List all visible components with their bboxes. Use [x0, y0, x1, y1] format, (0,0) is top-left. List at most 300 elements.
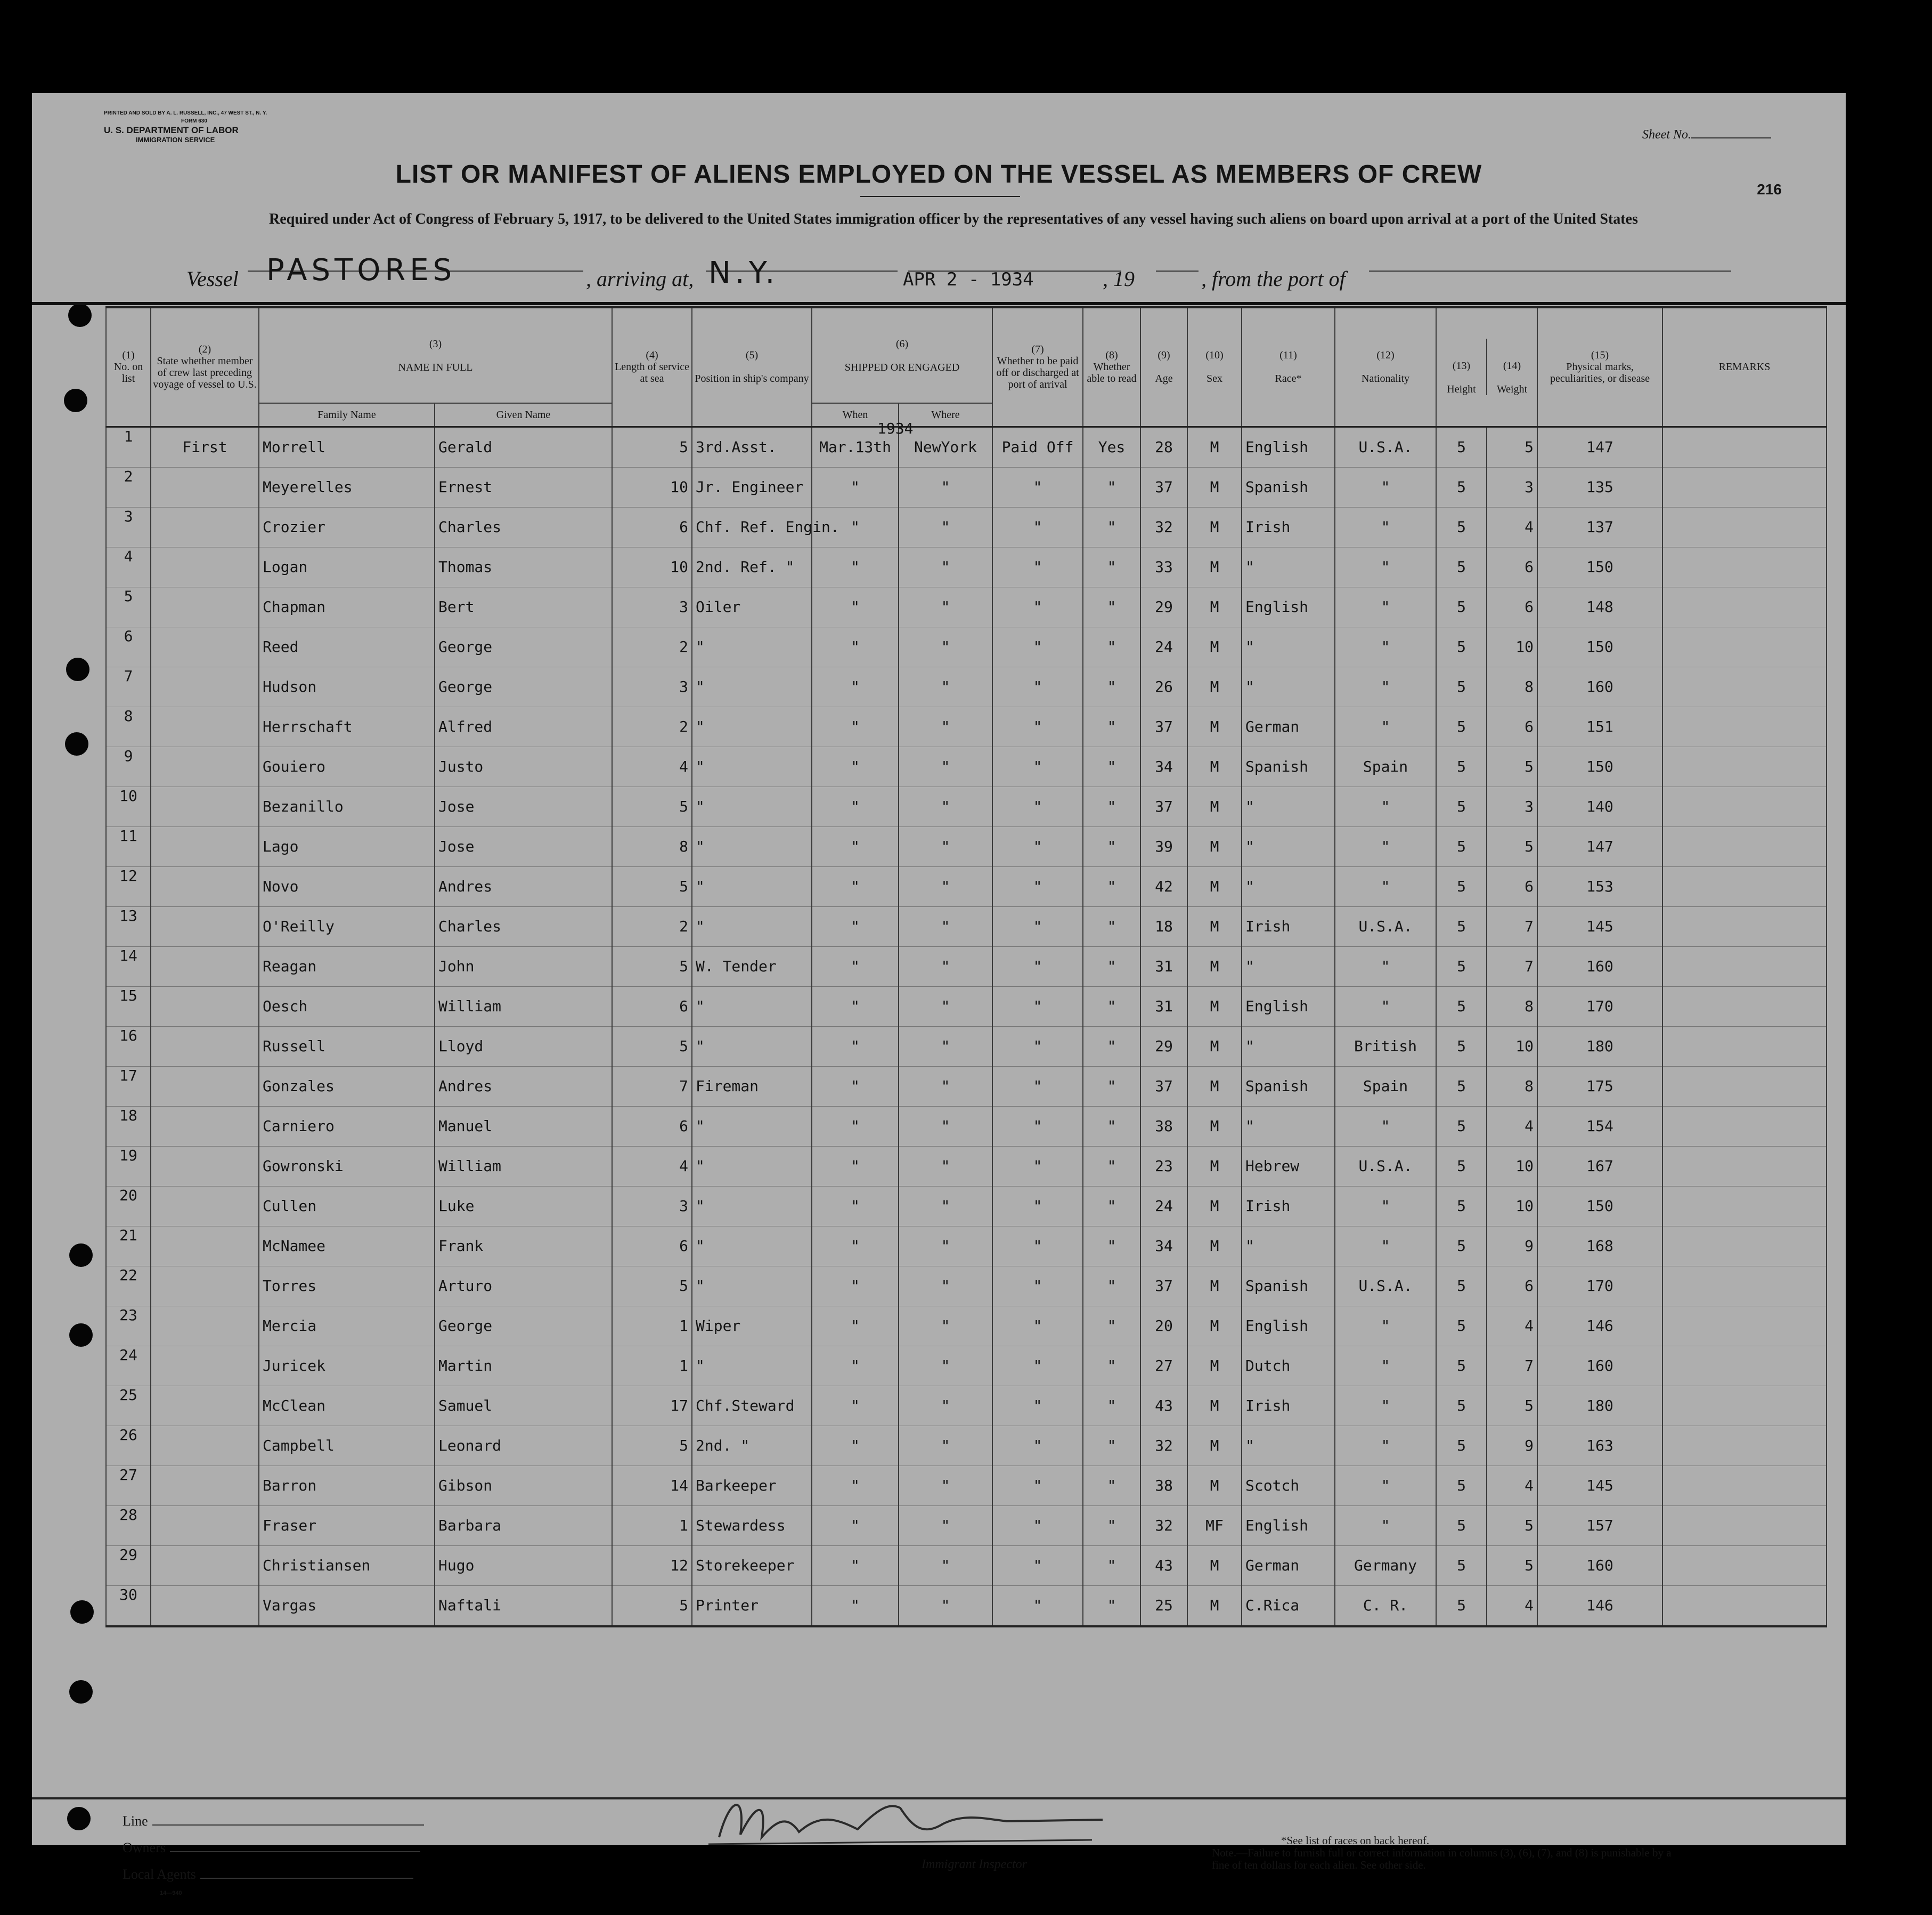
weight-cell: 150 — [1537, 747, 1662, 787]
weight-cell: 160 — [1537, 946, 1662, 986]
position-cell: " — [692, 986, 812, 1026]
age-cell: 32 — [1140, 507, 1187, 547]
given-name-cell: Alfred — [435, 707, 612, 747]
weight-cell: 140 — [1537, 787, 1662, 826]
race-cell: English — [1242, 427, 1335, 467]
col-header-service: (4) Length of service at sea — [612, 307, 692, 427]
able-to-read-cell: " — [1083, 1505, 1140, 1545]
state-cell — [151, 587, 259, 627]
no-cell: 30 — [106, 1585, 151, 1626]
physical-marks-cell — [1662, 747, 1827, 787]
height-feet-cell: 5 — [1436, 587, 1487, 627]
state-cell — [151, 986, 259, 1026]
weight-cell: 147 — [1537, 826, 1662, 866]
shipped-where-cell: " — [899, 986, 992, 1026]
position-cell: " — [692, 707, 812, 747]
height-inches-cell: 8 — [1487, 667, 1537, 707]
shipped-where-cell: " — [899, 787, 992, 826]
shipped-when-cell: " — [812, 826, 899, 866]
paid-off-cell: " — [992, 587, 1083, 627]
physical-marks-cell — [1662, 986, 1827, 1026]
binder-hole — [66, 658, 89, 681]
paid-off-cell: " — [992, 787, 1083, 826]
service-length-cell: 10 — [612, 467, 692, 507]
height-inches-cell: 10 — [1487, 1146, 1537, 1186]
age-cell: 34 — [1140, 1226, 1187, 1266]
no-cell: 24 — [106, 1346, 151, 1386]
shipped-when-cell: " — [812, 1106, 899, 1146]
age-cell: 38 — [1140, 1466, 1187, 1505]
age-cell: 38 — [1140, 1106, 1187, 1146]
manifest-sheet — [32, 93, 1846, 1896]
shipped-where-cell: " — [899, 467, 992, 507]
physical-marks-cell — [1662, 906, 1827, 946]
sex-cell: M — [1187, 1466, 1242, 1505]
height-inches-cell: 10 — [1487, 1026, 1537, 1066]
binder-hole — [69, 1680, 93, 1704]
from-port-line — [1369, 250, 1731, 272]
able-to-read-cell: " — [1083, 467, 1140, 507]
family-name-cell: Christiansen — [259, 1545, 435, 1585]
year-prefix: , 19 — [1103, 267, 1135, 291]
sex-cell: MF — [1187, 1505, 1242, 1545]
nationality-cell: " — [1335, 1226, 1436, 1266]
height-inches-cell: 6 — [1487, 707, 1537, 747]
form-code: 14—940 — [160, 1890, 182, 1896]
no-cell: 12 — [106, 866, 151, 906]
able-to-read-cell: " — [1083, 667, 1140, 707]
table-row — [106, 866, 1827, 906]
physical-marks-cell — [1662, 587, 1827, 627]
race-cell: English — [1242, 587, 1335, 627]
nationality-cell: " — [1335, 627, 1436, 667]
shipped-when-cell: Mar.13th — [812, 427, 899, 467]
height-inches-cell: 6 — [1487, 866, 1537, 906]
state-cell — [151, 826, 259, 866]
service-length-cell: 7 — [612, 1066, 692, 1106]
binder-hole — [67, 1807, 91, 1830]
sex-cell: M — [1187, 1106, 1242, 1146]
height-feet-cell: 5 — [1436, 1346, 1487, 1386]
race-cell: German — [1242, 707, 1335, 747]
age-cell: 18 — [1140, 906, 1187, 946]
race-cell: C.Rica — [1242, 1585, 1335, 1626]
height-feet-cell: 5 — [1436, 986, 1487, 1026]
service-length-cell: 8 — [612, 826, 692, 866]
age-cell: 37 — [1140, 707, 1187, 747]
position-cell: Barkeeper — [692, 1466, 812, 1505]
binder-hole — [69, 1243, 93, 1267]
race-cell: " — [1242, 1026, 1335, 1066]
table-row — [106, 1346, 1827, 1386]
col-header-nationality: (12) Nationality — [1335, 307, 1436, 427]
age-cell: 37 — [1140, 787, 1187, 826]
shipped-when-cell: " — [812, 787, 899, 826]
sex-cell: M — [1187, 1026, 1242, 1066]
footer-notes — [1212, 1835, 1691, 1871]
nationality-cell: " — [1335, 547, 1436, 587]
height-inches-cell: 4 — [1487, 1466, 1537, 1505]
able-to-read-cell: " — [1083, 587, 1140, 627]
family-name-cell: Mercia — [259, 1306, 435, 1346]
able-to-read-cell: " — [1083, 946, 1140, 986]
shipped-where-cell: " — [899, 1426, 992, 1466]
table-row — [106, 946, 1827, 986]
paid-off-cell: " — [992, 866, 1083, 906]
physical-marks-cell — [1662, 1266, 1827, 1306]
shipped-where-cell: " — [899, 587, 992, 627]
service-length-cell: 2 — [612, 906, 692, 946]
able-to-read-cell: " — [1083, 1346, 1140, 1386]
physical-marks-cell — [1662, 787, 1827, 826]
service-length-cell: 3 — [612, 587, 692, 627]
weight-cell: 145 — [1537, 906, 1662, 946]
state-cell — [151, 1545, 259, 1585]
race-cell: " — [1242, 667, 1335, 707]
service-length-cell: 1 — [612, 1346, 692, 1386]
paid-off-cell: " — [992, 627, 1083, 667]
weight-cell: 135 — [1537, 467, 1662, 507]
family-name-cell: Torres — [259, 1266, 435, 1306]
binder-hole — [64, 389, 87, 412]
weight-cell: 160 — [1537, 667, 1662, 707]
no-cell: 3 — [106, 507, 151, 547]
shipped-when-cell: " — [812, 547, 899, 587]
given-name-cell: George — [435, 627, 612, 667]
shipped-where-cell: " — [899, 707, 992, 747]
vessel-name: PASTORES — [266, 253, 456, 288]
service-length-cell: 12 — [612, 1545, 692, 1585]
race-cell: " — [1242, 1106, 1335, 1146]
shipped-when-cell: " — [812, 946, 899, 986]
races-note: *See list of races on back hereof. — [1281, 1834, 1430, 1847]
col-header-family-name: Family Name — [259, 403, 435, 427]
shipped-where-cell: " — [899, 826, 992, 866]
shipped-where-cell: " — [899, 547, 992, 587]
table-row — [106, 1266, 1827, 1306]
paid-off-cell: " — [992, 667, 1083, 707]
service-length-cell: 5 — [612, 866, 692, 906]
able-to-read-cell: " — [1083, 507, 1140, 547]
col-header-no: (1) No. on list — [106, 307, 151, 427]
col-header-where: Where — [899, 403, 992, 427]
nationality-cell: " — [1335, 866, 1436, 906]
position-cell: " — [692, 1266, 812, 1306]
service-length-cell: 14 — [612, 1466, 692, 1505]
nationality-cell: Germany — [1335, 1545, 1436, 1585]
state-cell — [151, 1266, 259, 1306]
no-cell: 14 — [106, 946, 151, 986]
service-name: IMMIGRATION SERVICE — [136, 136, 215, 144]
header-rule — [32, 302, 1846, 305]
nationality-cell: " — [1335, 1466, 1436, 1505]
physical-marks-cell — [1662, 1226, 1827, 1266]
no-cell: 7 — [106, 667, 151, 707]
height-feet-cell: 5 — [1436, 1386, 1487, 1426]
paid-off-cell: " — [992, 986, 1083, 1026]
height-feet-cell: 5 — [1436, 1146, 1487, 1186]
shipped-where-cell: " — [899, 1266, 992, 1306]
col-header-read: (8) Whether able to read — [1083, 307, 1140, 427]
no-cell: 5 — [106, 587, 151, 627]
local-agents-field: Local Agents — [123, 1867, 413, 1883]
position-cell: Stewardess — [692, 1505, 812, 1545]
age-cell: 34 — [1140, 747, 1187, 787]
department-name: U. S. DEPARTMENT OF LABOR — [104, 125, 239, 135]
col-header-age: (9) Age — [1140, 307, 1187, 427]
paid-off-cell: " — [992, 547, 1083, 587]
no-cell: 25 — [106, 1386, 151, 1426]
weight-cell: 167 — [1537, 1146, 1662, 1186]
table-row — [106, 826, 1827, 866]
height-inches-cell: 5 — [1487, 1545, 1537, 1585]
race-cell: " — [1242, 1226, 1335, 1266]
shipped-where-cell: " — [899, 627, 992, 667]
no-cell: 21 — [106, 1226, 151, 1266]
shipped-where-cell: " — [899, 1306, 992, 1346]
nationality-cell: " — [1335, 587, 1436, 627]
physical-marks-cell — [1662, 1066, 1827, 1106]
family-name-cell: Oesch — [259, 986, 435, 1026]
race-cell: Spanish — [1242, 1266, 1335, 1306]
height-inches-cell: 4 — [1487, 1306, 1537, 1346]
able-to-read-cell: " — [1083, 1266, 1140, 1306]
physical-marks-cell — [1662, 667, 1827, 707]
sex-cell: M — [1187, 1146, 1242, 1186]
paid-off-cell: " — [992, 1386, 1083, 1426]
given-name-cell: Jose — [435, 787, 612, 826]
height-inches-cell: 10 — [1487, 1186, 1537, 1226]
able-to-read-cell: " — [1083, 1306, 1140, 1346]
age-cell: 37 — [1140, 467, 1187, 507]
position-cell: Oiler — [692, 587, 812, 627]
shipped-when-cell: " — [812, 1186, 899, 1226]
service-length-cell: 5 — [612, 1026, 692, 1066]
state-cell — [151, 667, 259, 707]
family-name-cell: Russell — [259, 1026, 435, 1066]
table-row — [106, 1386, 1827, 1426]
given-name-cell: Charles — [435, 906, 612, 946]
sex-cell: M — [1187, 427, 1242, 467]
age-cell: 43 — [1140, 1545, 1187, 1585]
race-cell: " — [1242, 787, 1335, 826]
position-cell: " — [692, 906, 812, 946]
year-line — [1156, 250, 1199, 272]
age-cell: 32 — [1140, 1505, 1187, 1545]
physical-marks-cell — [1662, 826, 1827, 866]
weight-cell: 137 — [1537, 507, 1662, 547]
physical-marks-cell — [1662, 1545, 1827, 1585]
col-header-shipped: (6) SHIPPED OR ENGAGED — [812, 307, 992, 403]
col-header-state: (2) State whether member of crew last preceding voyage of vessel to U.S. — [151, 307, 259, 427]
position-cell: 2nd. Ref. " — [692, 547, 812, 587]
state-cell — [151, 627, 259, 667]
paid-off-cell: " — [992, 1505, 1083, 1545]
able-to-read-cell: " — [1083, 906, 1140, 946]
paid-off-cell: " — [992, 1026, 1083, 1066]
given-name-cell: Justo — [435, 747, 612, 787]
nationality-cell: " — [1335, 1106, 1436, 1146]
physical-marks-cell — [1662, 547, 1827, 587]
state-cell — [151, 1106, 259, 1146]
shipped-when-cell: " — [812, 667, 899, 707]
nationality-cell: U.S.A. — [1335, 1266, 1436, 1306]
shipped-where-cell: " — [899, 1186, 992, 1226]
height-inches-cell: 10 — [1487, 627, 1537, 667]
weight-cell: 153 — [1537, 866, 1662, 906]
height-inches-cell: 3 — [1487, 467, 1537, 507]
weight-cell: 148 — [1537, 587, 1662, 627]
paid-off-cell: " — [992, 946, 1083, 986]
arriving-label: , arriving at, — [586, 267, 694, 291]
service-length-cell: 6 — [612, 1226, 692, 1266]
position-cell: " — [692, 1106, 812, 1146]
year-entry: 1934 — [877, 420, 914, 437]
shipped-where-cell: " — [899, 1026, 992, 1066]
height-inches-cell: 5 — [1487, 1505, 1537, 1545]
able-to-read-cell: " — [1083, 627, 1140, 667]
position-cell: Storekeeper — [692, 1545, 812, 1585]
state-cell — [151, 1146, 259, 1186]
able-to-read-cell: " — [1083, 1146, 1140, 1186]
shipped-where-cell: " — [899, 1066, 992, 1106]
height-feet-cell: 5 — [1436, 467, 1487, 507]
paid-off-cell: " — [992, 1306, 1083, 1346]
sex-cell: M — [1187, 1066, 1242, 1106]
given-name-cell: Jose — [435, 826, 612, 866]
vessel-label: Vessel — [186, 267, 239, 291]
sex-cell: M — [1187, 1226, 1242, 1266]
height-inches-cell: 3 — [1487, 787, 1537, 826]
height-feet-cell: 5 — [1436, 946, 1487, 986]
height-inches-cell: 5 — [1487, 1386, 1537, 1426]
shipped-when-cell: " — [812, 1466, 899, 1505]
physical-marks-cell — [1662, 1505, 1827, 1545]
no-cell: 22 — [106, 1266, 151, 1306]
physical-marks-cell — [1662, 1106, 1827, 1146]
given-name-cell: Ernest — [435, 467, 612, 507]
paid-off-cell: Paid Off — [992, 427, 1083, 467]
age-cell: 26 — [1140, 667, 1187, 707]
sex-cell: M — [1187, 547, 1242, 587]
position-cell: Jr. Engineer — [692, 467, 812, 507]
position-cell: " — [692, 1226, 812, 1266]
nationality-cell: C. R. — [1335, 1585, 1436, 1626]
race-cell: Dutch — [1242, 1346, 1335, 1386]
physical-marks-cell — [1662, 707, 1827, 747]
table-row — [106, 1306, 1827, 1346]
inspector-label: Immigrant Inspector — [922, 1857, 1027, 1871]
shipped-where-cell: " — [899, 507, 992, 547]
given-name-cell: Samuel — [435, 1386, 612, 1426]
position-cell: 2nd. " — [692, 1426, 812, 1466]
sex-cell: M — [1187, 787, 1242, 826]
physical-marks-cell — [1662, 866, 1827, 906]
height-inches-cell: 7 — [1487, 946, 1537, 986]
height-inches-cell: 4 — [1487, 1106, 1537, 1146]
sheet-number: 216 — [1757, 181, 1782, 198]
shipped-when-cell: " — [812, 1426, 899, 1466]
physical-marks-cell — [1662, 946, 1827, 986]
race-cell: English — [1242, 1306, 1335, 1346]
given-name-cell: Martin — [435, 1346, 612, 1386]
col-header-remarks: REMARKS — [1662, 307, 1827, 427]
age-cell: 31 — [1140, 986, 1187, 1026]
table-row — [106, 787, 1827, 826]
shipped-when-cell: " — [812, 747, 899, 787]
family-name-cell: Fraser — [259, 1505, 435, 1545]
position-cell: " — [692, 627, 812, 667]
col-header-sex: (10) Sex — [1187, 307, 1242, 427]
given-name-cell: Gibson — [435, 1466, 612, 1505]
weight-cell: 180 — [1537, 1386, 1662, 1426]
shipped-when-cell: " — [812, 1266, 899, 1306]
height-inches-cell: 5 — [1487, 826, 1537, 866]
family-name-cell: Chapman — [259, 587, 435, 627]
family-name-cell: Meyerelles — [259, 467, 435, 507]
shipped-when-cell: " — [812, 1346, 899, 1386]
able-to-read-cell: " — [1083, 547, 1140, 587]
sex-cell: M — [1187, 906, 1242, 946]
shipped-where-cell: " — [899, 1505, 992, 1545]
owners-field: Owners — [123, 1840, 420, 1856]
height-feet-cell: 5 — [1436, 1426, 1487, 1466]
position-cell: " — [692, 866, 812, 906]
service-length-cell: 6 — [612, 507, 692, 547]
sex-cell: M — [1187, 1585, 1242, 1626]
able-to-read-cell: " — [1083, 1106, 1140, 1146]
shipped-where-cell: " — [899, 1545, 992, 1585]
paid-off-cell: " — [992, 1466, 1083, 1505]
height-feet-cell: 5 — [1436, 627, 1487, 667]
able-to-read-cell: " — [1083, 1026, 1140, 1066]
weight-cell: 163 — [1537, 1426, 1662, 1466]
service-length-cell: 5 — [612, 946, 692, 986]
sex-cell: M — [1187, 1346, 1242, 1386]
given-name-cell: Thomas — [435, 547, 612, 587]
no-cell: 10 — [106, 787, 151, 826]
service-length-cell: 4 — [612, 747, 692, 787]
line-field: Line — [123, 1813, 424, 1829]
race-cell: " — [1242, 547, 1335, 587]
able-to-read-cell: " — [1083, 1386, 1140, 1426]
position-cell: 3rd.Asst. — [692, 427, 812, 467]
race-cell: " — [1242, 627, 1335, 667]
nationality-cell: " — [1335, 707, 1436, 747]
position-cell: " — [692, 826, 812, 866]
shipped-where-cell: " — [899, 1146, 992, 1186]
height-inches-cell: 6 — [1487, 547, 1537, 587]
height-feet-cell: 5 — [1436, 667, 1487, 707]
state-cell — [151, 1066, 259, 1106]
family-name-cell: O'Reilly — [259, 906, 435, 946]
shipped-where-cell: " — [899, 946, 992, 986]
shipped-when-cell: " — [812, 1386, 899, 1426]
sex-cell: M — [1187, 1545, 1242, 1585]
height-inches-cell: 7 — [1487, 1346, 1537, 1386]
nationality-cell: " — [1335, 1426, 1436, 1466]
shipped-where-cell: " — [899, 906, 992, 946]
shipped-when-cell: " — [812, 1306, 899, 1346]
service-length-cell: 5 — [612, 1585, 692, 1626]
weight-cell: 157 — [1537, 1505, 1662, 1545]
race-cell: German — [1242, 1545, 1335, 1585]
family-name-cell: Crozier — [259, 507, 435, 547]
position-cell: Chf. Ref. Engin. — [692, 507, 812, 547]
no-cell: 6 — [106, 627, 151, 667]
age-cell: 42 — [1140, 866, 1187, 906]
able-to-read-cell: " — [1083, 1226, 1140, 1266]
